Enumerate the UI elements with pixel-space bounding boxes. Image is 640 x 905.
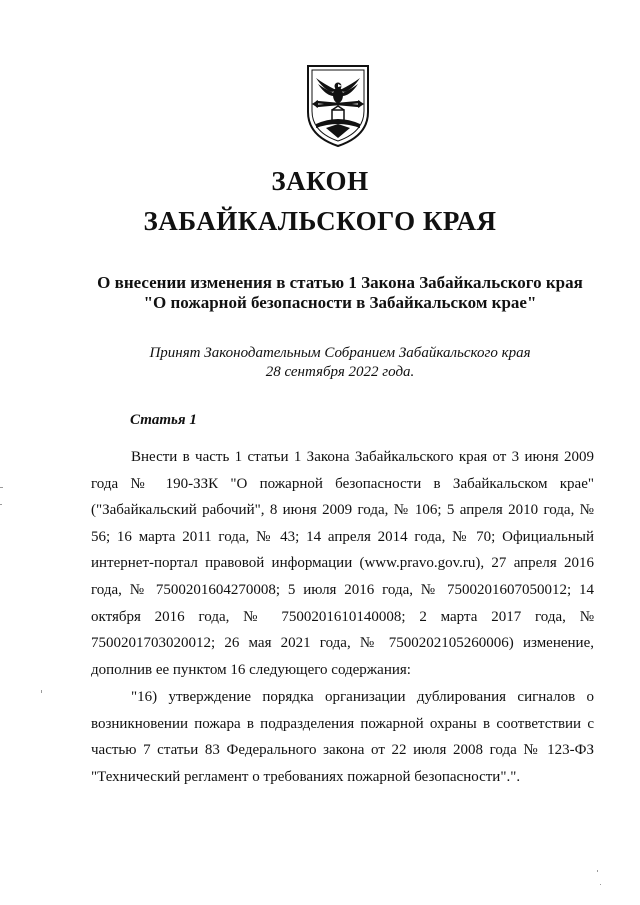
scan-artifact xyxy=(0,504,2,505)
adoption-note-line1: Принят Законодательным Собранием Забайкальского края xyxy=(149,345,531,361)
article-paragraph: Внести в часть 1 статьи 1 Закона Забайкальского края от 3 июня 2009 года № 190-ЗЗК "О пожарной безопасности в Забайкальском крае" ("Забайкальский рабочий", 8 июня 2009 года, № 106; 5 апреля 2010 года, № 56; 16 марта 2011 года, № 43; 14 апреля 2014 года, № 70; Официальный интернет-портал правовой информации (www.pravo.gov.ru), 27 апреля 2016 года, № 7500201604270008; 5 июля 2016 года, № 7500201607050012; 14 октября 2016 года, № 7500201610140008; 2 марта 2017 года, № 7500201703020012; 26 мая 2021 года, № 7500202105260006) изменение, дополнив ее пунктом 16 следующего содержания: xyxy=(91,449,594,678)
law-subtitle-line2: "О пожарной безопасности в Забайкальском крае" xyxy=(143,293,537,312)
amendment-text: "16) утверждение порядка организации дублирования сигналов о возникновении пожара в подразделения пожарной охраны в соответствии с частью 7 статьи 83 Федерального закона от 22 июля 2008 года № 123-ФЗ "Технический регламент о требованиях пожарной безопасности".". xyxy=(91,689,594,785)
scan-artifact xyxy=(597,870,598,872)
scan-artifact xyxy=(600,884,601,885)
adoption-date: 28 сентября 2022 года. xyxy=(265,364,415,380)
coat-of-arms-icon xyxy=(302,62,374,148)
article-heading: Статья 1 xyxy=(130,412,197,428)
law-subtitle-line1: О внесении изменения в статью 1 Закона Забайкальского края xyxy=(97,273,583,292)
law-region-title: ЗАБАЙКАЛЬСКОГО КРАЯ xyxy=(143,206,497,236)
scan-artifact xyxy=(0,487,3,488)
scan-artifact xyxy=(41,690,42,693)
law-title: ЗАКОН xyxy=(271,166,369,196)
